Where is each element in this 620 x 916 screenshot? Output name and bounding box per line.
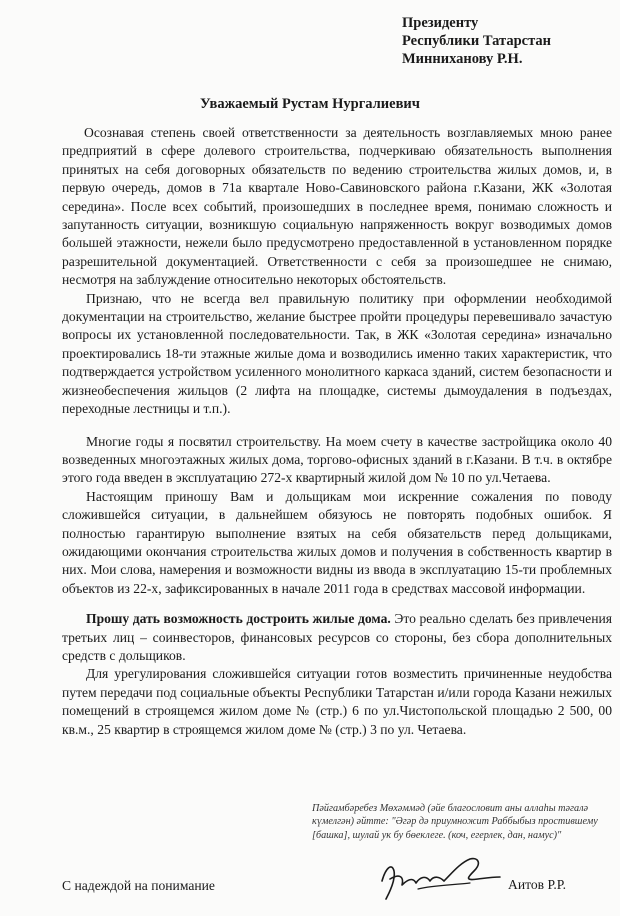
- addressee-block: [402, 14, 551, 68]
- salutation: Уважаемый Рустам Нургалиевич: [200, 96, 420, 112]
- addressee-name: Минниханову Р.Н.: [402, 51, 523, 67]
- paragraph-responsibility: Осознавая степень своей ответственности за деятельность возглавляемых мною ранее предприятий в сфере долевого строительства, подчеркиваю обязательность выполнения принятых на себя договорных обязательств по ведению строительства жилых домов, и, в первую очередь, домов в 71а квартале Ново-Савиновского района г.Казани, ЖК «Золотая середина». После всех событий, произошедших в последнее время, понимаю сложность и запутанность ситуации, возникшую социальную напряженность вокруг возводимых домов большей этажности, нежели было предусмотрено предоставленной в установленном порядке разрешительной документацией. Ответственности с себя за произошедшее не снимаю, несмотря на заблуждение относительно некоторых обстоятельств.: [62, 125, 612, 288]
- request-text: Это реально сделать без привлечения третьих лиц – соинвесторов, финансовых ресурсов со стороны, без сбора дополнительных средств с дольщиков.: [62, 611, 612, 663]
- paragraph-apology: Настоящим приношу Вам и дольщикам мои искренние сожаления по поводу сложившейся ситуации, в дальнейшем обязуюсь не повторять подобных ошибок. Я полностью гарантирую выполнение взятых на себя обязательств перед дольщиками, ожидающими окончания строительства жилых домов и получения в собственность квартир в них. Мои слова, намерения и возможности видны из ввода в эксплуатацию 15-ти проблемных объектов из 22-х, зафиксированных в начале 2011 года в средствах массовой информации.: [62, 488, 612, 596]
- request-bold-text: Прошу дать возможность достроить жилые дома.: [86, 611, 391, 627]
- addressee-title: Президенту: [402, 15, 479, 31]
- paragraph-admission: Признаю, что не всегда вел правильную политику при оформлении необходимой документации на строительство, желание быстрее пройти процедуры перевешивало зачастую вопросы их установленной последовательности. Так, в ЖК «Золотая середина» изначально проектировались 18-ти этажные жилые дома и возводились именно таких характеристик, что подтверждается устройством усиленного монолитного каркаса зданий, систем безопасности и жизнеобеспечения жильцов (2 лифта на площадке, системы дымоудаления в подъездах, переходные лестницы и т.п.).: [62, 290, 612, 417]
- paragraph-request: [62, 610, 612, 665]
- paragraph-compensation: Для урегулирования сложившейся ситуации готов возместить причиненные неудобства путем передачи под социальные объекты Республики Татарстан и/или города Казани нежилых помещений в строящемся жилом доме № (стр.) 6 по ул.Чистопольской площадью 2 500, 00 кв.м., 25 квартир в строящемся жилом доме № (стр.) 3 по ул. Четаева.: [62, 666, 612, 737]
- handwritten-signature: [374, 855, 504, 903]
- addressee-republic: Республики Татарстан: [402, 33, 551, 49]
- quote-block: Пәйгамбәребез Мөхәммәд (әйе благословит аны аллаһы тәгалә күмелгән) әйтте: "Әгәр дә приумножит Раббыбыз простившему [башка], шулай ук бу бөеклеге. (коч, егерлек, дан, намус)": [312, 803, 598, 841]
- letter-body: [62, 124, 612, 739]
- closing-line: С надеждой на понимание: [62, 878, 215, 893]
- signer-name: Аитов Р.Р.: [508, 877, 566, 892]
- paragraph-experience: Многие годы я посвятил строительству. На моем счету в качестве застройщика около 40 возведенных многоэтажных жилых дома, торгово-офисных зданий в г.Казани. В т.ч. в октябре этого года введен в эксплуатацию 272-х квартирный жилой дом № 10 по ул.Четаева.: [62, 433, 612, 486]
